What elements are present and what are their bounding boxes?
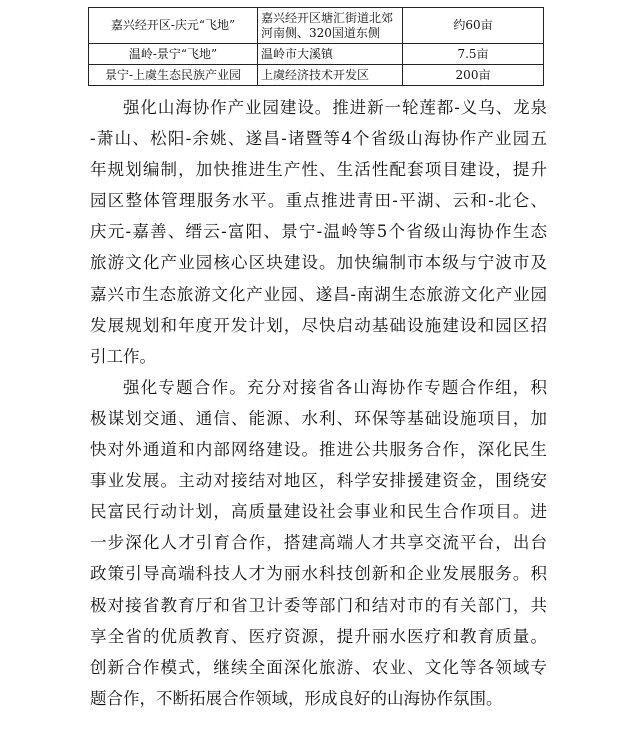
text-line: 强化山海协作产业园建设。推进新一轮莲都-义乌、龙泉 <box>123 98 547 117</box>
text-line: 享全省的优质教育、医疗资源，提升丽水医疗和教育质量。 <box>90 626 547 646</box>
text-line: 园区整体管理服务水平。重点推进青田-平湖、云和-北仑、 <box>90 191 547 211</box>
body-text <box>90 92 547 714</box>
text-line: 创新合作模式，继续全面深化旅游、农业、文化等各领域专 <box>90 657 547 677</box>
text-line: 一步深化人才引育合作，搭建高端人才共享交流平台，出台 <box>90 533 547 553</box>
text-line: 政策引导高端科技人才为丽水科技创新和企业发展服务。积 <box>90 564 547 584</box>
table-cell-name: 景宁-上虞生态民族产业园 <box>89 65 258 86</box>
text-line: 引工作。 <box>90 346 156 366</box>
text-line: -萧山、松阳-余姚、遂昌-诸暨等4个省级山海协作产业园五 <box>90 129 547 149</box>
paragraph-industrial-parks <box>90 92 547 372</box>
text-line: 发展规划和年度开发计划，尽快启动基础设施建设和园区招 <box>90 315 547 335</box>
text-line: 极对接省教育厅和省卫计委等部门和结对市的有关部门，共 <box>90 595 547 615</box>
paragraph-thematic-cooperation <box>90 372 547 714</box>
text-line: 旅游文化产业园核心区块建设。加快编制市本级与宁波市及 <box>90 253 547 273</box>
table-cell-area: 约60亩 <box>403 8 544 44</box>
table-cell-location: 上虞经济技术开发区 <box>258 65 403 86</box>
table-row <box>89 65 544 86</box>
text-line: 题合作，不断拓展合作领域，形成良好的山海协作氛围。 <box>90 688 503 708</box>
table-cell-area: 200亩 <box>403 65 544 86</box>
table-cell-name: 温岭-景宁“飞地” <box>89 44 258 65</box>
table-cell-location: 温岭市大溪镇 <box>258 44 403 65</box>
text-line: 民富民行动计划，高质量建设社会事业和民生合作项目。进 <box>90 502 547 522</box>
text-line: 年规划编制，加快推进生产性、生活性配套项目建设，提升 <box>90 160 547 180</box>
table-cell-area: 7.5亩 <box>403 44 544 65</box>
text-line: 事业发展。主动对接结对地区，科学安排援建资金，围绕安 <box>90 471 547 491</box>
text-line: 庆元-嘉善、缙云-富阳、景宁-温岭等5个省级山海协作生态 <box>90 222 547 242</box>
text-line: 嘉兴市生态旅游文化产业园、遂昌-南湖生态旅游文化产业园 <box>90 284 547 304</box>
text-line: 极谋划交通、通信、能源、水利、环保等基础设施项目，加 <box>90 408 547 428</box>
flyland-table <box>88 7 544 86</box>
text-line: 快对外通道和内部网络建设。推进公共服务合作，深化民生 <box>90 440 547 460</box>
table-row <box>89 44 544 65</box>
table-cell-location: 嘉兴经开区塘汇街道北郊河南侧、320国道东侧 <box>258 8 403 44</box>
table-row <box>89 8 544 44</box>
text-line: 强化专题合作。充分对接省各山海协作专题合作组，积 <box>123 377 547 397</box>
table-cell-name: 嘉兴经开区-庆元“飞地” <box>89 8 258 44</box>
